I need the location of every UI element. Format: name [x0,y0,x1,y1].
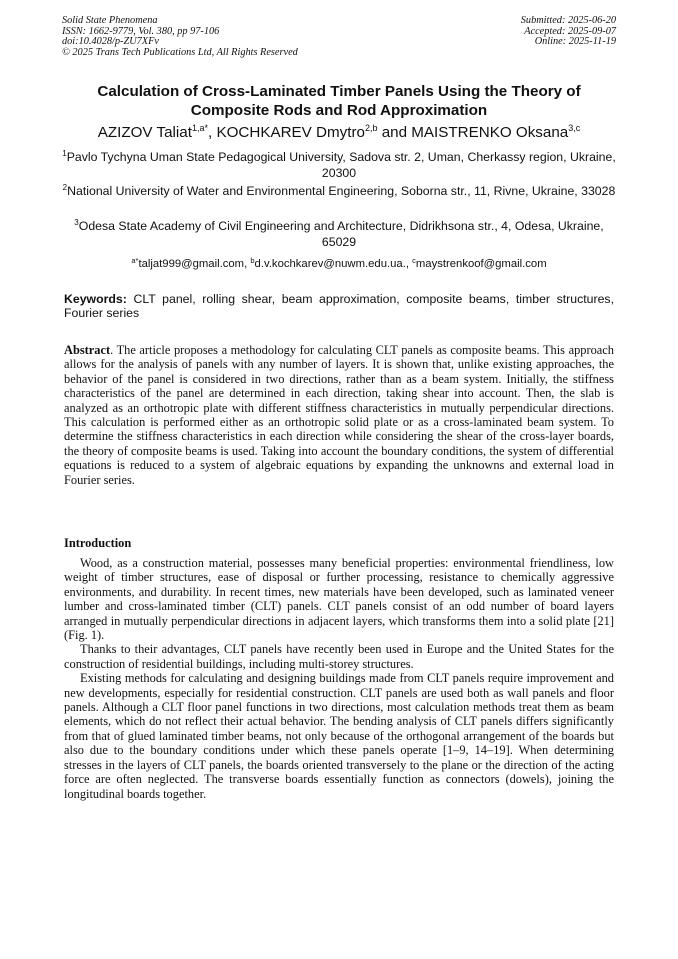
author-name: KOCHKAREV Dmytro [216,124,365,141]
abstract-text: . The article proposes a methodology for calculating CLT panels as composite beams. This approach allows for the analysis of panels with any number of layers. It is shown that, unlike existing approaches, the behavior of the panel is considered in two directions, rather than as a beam system. Initially, the stiffness characteristics of the panel are determined in each direction, taking shear into account. Then, the slab is analyzed as an orthotropic plate with different stiffness characteristics in mutually perpendicular directions. This calculation is performed either as an orthotropic solid plate or as a cross-laminated beam system. To determine the stiffness characteristics in each direction while considering the shear of the cross-layer boards, the theory of composite beams is used. Taking into account the boundary conditions, the system of differential equations is reduced to a system of algebraic equations by expanding the unknowns and external load in Fourier series. [64,343,614,487]
author-affiliation-mark: 3,c [568,123,581,133]
author-affiliation-mark: 2,b [364,123,378,133]
publication-dates [521,16,616,48]
email-link[interactable]: taljat999@gmail.com, [138,258,251,270]
email-link[interactable]: maystrenkoof@gmail.com [415,258,547,270]
abstract-label: Abstract [64,343,111,357]
online-date: Online: 2025-11-19 [534,36,616,47]
author-name: AZIZOV Taliat [97,124,192,141]
author-emails: $^{a*}$taljat999@gmail.com, $^b$d.v.kochkarev@nuwm.edu.ua., $^c$maystrenkoof@gmail.com [131,256,547,270]
author-affiliation-mark: 1,a* [191,123,208,133]
affiliation: $^1$Pavlo Tychyna Uman State Pedagogical University, Sadova str. 2, Uman, Cherkassy region, Ukraine, 20300 [62,149,616,180]
journal-info [62,16,298,58]
email-link[interactable]: d.v.kochkarev@nuwm.edu.ua., [254,258,413,270]
paragraph: Thanks to their advantages, CLT panels have recently been used in Europe and the United States for the construction of residential buildings, including multi-storey structures. [64,642,614,671]
affiliation: $^3$Odesa State Academy of Civil Engineering and Architecture, Didrikhsona str., 4, Odesa, Ukraine, 65029 [74,218,604,249]
paper-title: Calculation of Cross-Laminated Timber Panels Using the Theory of Composite Rods and Rod Approximation [97,83,581,119]
paragraph: Wood, as a construction material, possesses many beneficial properties: environmental friendliness, low weight of timber structures, ease of disposal or further processing, resistance to chemically aggressive environments, and durability. In recent times, new materials have been developed, such as laminated veneer lumber and cross-laminated timber (CLT) panels. CLT panels consist of an odd number of board layers arranged in mutually perpendicular directions in adjacent layers, which transforms them into a solid plate [21] (Fig. 1). [64,556,614,643]
journal-name: Solid State Phenomena [62,15,158,26]
author-name: MAISTRENKO Oksana [411,124,569,141]
accepted-date: Accepted: 2025-09-07 [524,25,616,37]
section-heading: Introduction [64,536,132,550]
journal-issn: ISSN: 1662-9779, Vol. 380, pp 97-106 [62,25,220,37]
abstract [64,343,614,487]
submitted-date: Submitted: 2025-06-20 [520,15,616,26]
author-list: AZIZOV Taliat$^{1,a*}$, KOCHKAREV Dmytro$^{2,b}$ and MAISTRENKO Oksana$^{3,c}$ [97,123,581,141]
affiliation: $^2$National University of Water and Environmental Engineering, Soborna str., 11, Rivne, Ukraine, 33028 [62,183,616,198]
introduction-body [64,556,614,801]
journal-doi: doi:10.4028/p-ZU7XFv [62,36,159,47]
keywords [64,292,614,320]
keywords-text: CLT panel, rolling shear, beam approximation, composite beams, timber structures, Fourier series [64,292,614,320]
journal-copyright: © 2025 Trans Tech Publications Ltd, All Rights Reserved [62,46,298,58]
keywords-label: Keywords: [64,292,127,306]
paragraph: Existing methods for calculating and designing buildings made from CLT panels require improvement and new developments, especially for residential construction. CLT panels are used both as wall panels and floor panels. Although a CLT floor panel functions in two directions, most calculation methods treat them as beam elements, which do not reflect their actual behavior. The bending analysis of CLT panels differs significantly from that of glued laminated timber beams, not only because of the orthogonal arrangement of the boards but also due to the boundary conditions under which these panels operate [1–9, 14–19]. When determining stresses in the layers of CLT panels, the boards oriented transversely to the plane or the direction of the acting force are often neglected. The transverse boards essentially function as connectors (dowels), joining the longitudinal boards together. [64,671,614,801]
